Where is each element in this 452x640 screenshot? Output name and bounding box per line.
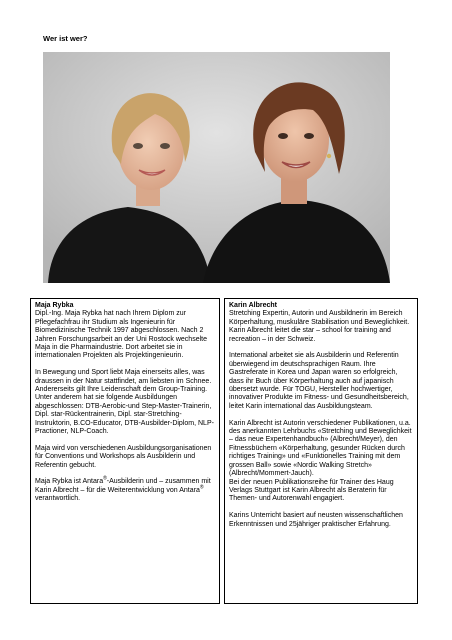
registered-mark: ® — [103, 476, 107, 483]
karin-paragraph: Bei der neuen Publikationsreihe für Trainer des Haug Verlags Stuttgart ist Karin Albrecht als Beraterin für Themen- und Autorenwahl engagiert. — [229, 478, 394, 503]
page-heading: Wer ist wer? — [43, 34, 88, 43]
maja-name: Maja Rybka — [35, 302, 74, 309]
karin-name: Karin Albrecht — [229, 302, 277, 309]
registered-mark: ® — [199, 484, 204, 491]
maja-paragraph: Dipl.-Ing. Maja Rybka hat nach Ihrem Diplom zur Pflegefachfrau ihr Studium als Ingenieurin für Biomedizinische Technik 1997 abgeschlossen. Nach 2 Jahren Forschungsarbeit an der Uni Rostock wechselte Maja in die Pharmaindustrie. Dort arbeitet sie in internationalen Projekten als Projektingenieurin. — [35, 310, 207, 360]
karin-paragraph: Stretching Expertin, Autorin und Ausbildnerin im Bereich Körperhaltung, muskuläre Stabilisation und Beweglichkeit. Karin Albrecht leitet die star – school for training and recreation – in der Schweiz. — [229, 310, 410, 343]
maja-paragraph: In Bewegung und Sport liebt Maja einerseits alles, was draussen in der Natur stattfindet, am liebsten im Schnee. Andererseits gilt Ihre Leidenschaft dem Group-Training. Unter anderem hat sie folgende Ausbildungen abgeschlossen: DTB-Aerobic-und Step-Master-Trainerin, Dipl. star-Rückentrainerin, Dipl. star-Stretching-Instruktorin, B.CO-Educator, DTB-Ausbilder-Diplom, NLP-Practioner, NLP-Coach. — [35, 369, 214, 436]
portrait-photo — [43, 52, 390, 283]
maja-paragraph — [35, 478, 215, 503]
maja-bio — [30, 298, 220, 604]
karin-paragraph: Karins Unterricht basiert auf neusten wissenschaftlichen Erkenntnissen und 25jähriger praktischer Erfahrung. — [229, 512, 403, 528]
maja-text-fragment: -Ausbilderin und – zusammen mit Karin Albrecht – für die Weiterentwicklung von Antara — [35, 478, 211, 494]
karin-paragraph: International arbeitet sie als Ausbilderin und Referentin überwiegend im deutschsprachigen Raum. Ihre Gastreferate in Korea und Japan waren so erfolgreich, dass ihr Buch über Körperhaltung auch auf japanisch übersetzt wurde. Für TOGU, Hersteller hochwertiger, innovativer Produkte im Fitness- und Gesundheitsbereich, leitet Karin international das Ausbildungsteam. — [229, 352, 409, 410]
maja-paragraph: Maja wird von verschiedenen Ausbildungsorganisationen für Conventions und Workshops als Ausbilderin und Referentin gebucht. — [35, 444, 212, 469]
karin-bio — [224, 298, 418, 604]
karin-paragraph: Karin Albrecht ist Autorin verschiedener Publikationen, u.a. des anerkannten Lehrbuchs «Stretching und Beweglichkeit – das neue Expertenhandbuch» (Albrecht/Meyer), den Fitnessbüchern «Körperhaltung, gesunder Rücken durch richtiges Training» und «Funktionelles Training mit dem grossen Ball» sowie «Nordic Walking Stretch» (Albrecht/Mommert-Jauch). — [229, 419, 412, 478]
maja-text-fragment: verantwortlich. — [35, 495, 81, 503]
maja-text-fragment: Maja Rybka ist Antara — [35, 478, 104, 486]
